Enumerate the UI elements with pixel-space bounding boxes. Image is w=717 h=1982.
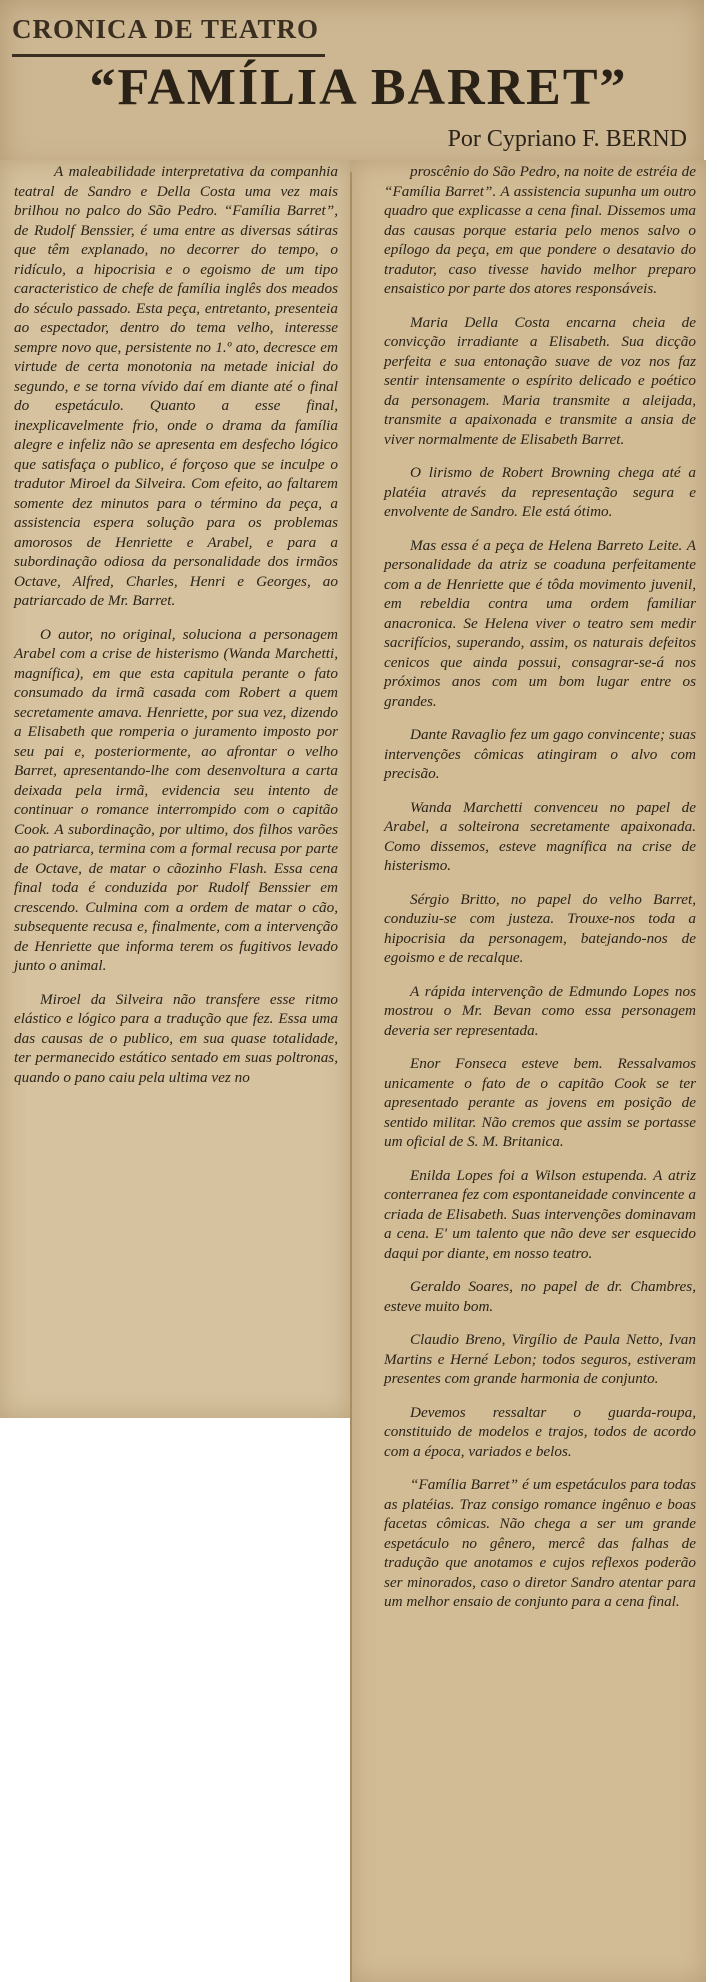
paragraph: A rápida intervenção de Edmundo Lopes nos mostrou o Mr. Bevan como essa personagem deveria ser representada. bbox=[384, 982, 696, 1039]
left-column bbox=[14, 162, 338, 1087]
paragraph: Sérgio Britto, no papel do velho Barret, conduziu-se com justeza. Trouxe-nos toda a hipocrisia da personagem, batejando-nos de egoismo e de recalque. bbox=[384, 890, 696, 966]
paragraph: Geraldo Soares, no papel de dr. Chambres, esteve muito bom. bbox=[384, 1278, 696, 1315]
right-column bbox=[384, 162, 696, 1612]
section-rule bbox=[12, 54, 325, 57]
paragraph: Devemos ressaltar o guarda-roupa, constituido de modelos e trajos, todos de acordo com a época, variados e belos. bbox=[384, 1403, 696, 1460]
paragraph: A maleabilidade interpretativa da companhia teatral de Sandro e Della Costa uma vez mais brilhou no palco do São Pedro. “Família Barret”, de Rudolf Benssier, é uma entre as diversas sátiras que têm explanado, no decorrer do tempo, o ridículo, a hipocrisia e o egoismo de um tipo caracteristico de chefe de família inglês dos meados do século passado. Esta peça, entretanto, presenteia ao espectador, dentro do tema velho, interesse sempre novo que, persistente no 1.º ato, decresce em virtude de certa monotonia na metade inicial do segundo, e se torna vívido daí em diante até o final do espetáculo. Quanto a esse final, inexplicavelmente frio, onde o drama da família alegre e infeliz não se apresenta em desfecho lógico que satisfaça o publico, é forçoso que se inculpe o tradutor Miroel da Silveira. Com efeito, ao faltarem somente dez minutos para o término da peça, a assistencia espera solução para os problemas amorosos de Henriette e Arabel, e para a subordinação odiosa da personalidade dos irmãos Octave, Alfred, Charles, Henri e Georges, ao patriarcado de Mr. Barret. bbox=[14, 163, 338, 609]
paragraph: “Família Barret” é um espetáculos para todas as platéias. Traz consigo romance ingênuo e boas facetas cômicas. Não chega a ser um grande espetáculo no gênero, mercê das falhas de tradução que anotamos e cujos reflexos poderão ser minorados, caso o diretor Sandro atentar para um melhor ensaio de conjunto para a cena final. bbox=[384, 1476, 696, 1610]
paragraph: Enor Fonseca esteve bem. Ressalvamos unicamente o fato de o capitão Cook se ter apresentado perante as jovens em posição de sentido militar. Não cremos que assim se portasse um oficial de S. M. Britanica. bbox=[384, 1055, 696, 1150]
paragraph: Claudio Breno, Virgílio de Paula Netto, Ivan Martins e Herné Lebon; todos seguros, estiveram presentes com grande harmonia de conjunto. bbox=[384, 1331, 696, 1387]
paragraph: Enilda Lopes foi a Wilson estupenda. A atriz conterranea fez com espontaneidade convincente a criada de Elisabeth. Suas intervenções dominavam a cena. E' um talento que não deve ser esquecido daqui por diante, em nosso teatro. bbox=[384, 1166, 696, 1262]
paragraph: Dante Ravaglio fez um gago convincente; suas intervenções cômicas atingiram o alvo com precisão. bbox=[384, 726, 696, 782]
paragraph: O autor, no original, soluciona a personagem Arabel com a crise de histerismo (Wanda Marchetti, magnífica), em que esta capitula perante o fato consumado da irmã casada com Robert a quem secretamente amava. Henriette, por sua vez, dizendo a Elisabeth que romperia o juramento imposto por seu pai e, posteriormente, ao afrontar o velho Barret, apresentando-lhe com desenvoltura a carta deixada pela irmã, evidencia seu intento de continuar o romance interrompido com o capitão Cook. A subordinação, por ultimo, dos filhos varões ao patriarca, termina com a formal recusa por parte de Octave, de matar o cãozinho Flash. Essa cena final toda é conduzida por Rudolf Benssier em crescendo. Culmina com a ordem de matar o cão, subsequente recusa e, finalmente, com a intervenção de Henriette que informa terem os fugitivos levado junto o animal. bbox=[14, 625, 338, 974]
section-label: CRONICA DE TEATRO bbox=[12, 14, 320, 44]
paragraph: Miroel da Silveira não transfere esse ritmo elástico e lógico para a tradução que fez. Essa uma das causas de o publico, em sua quase totalidade, ter permanecido estático sentado em suas poltronas, quando o pano caiu pela ultima vez no bbox=[14, 990, 338, 1086]
paper-cut-edge bbox=[350, 172, 352, 1982]
article-byline: Por Cypriano F. BERND bbox=[447, 126, 687, 152]
paragraph: Maria Della Costa encarna cheia de convicção irradiante a Elisabeth. Sua dicção perfeita e sua entonação suave de voz nos faz sentir intensamente o espírito delicado e poético da personagem. Maria transmite a aleijada, transmite a apaixonada e transmite a ansia de viver normalmente de Elisabeth Barret. bbox=[384, 313, 696, 448]
paragraph: Mas essa é a peça de Helena Barreto Leite. A personalidade da atriz se coaduna perfeitamente com a de Henriette que é tôda movimento juvenil, em rebeldia contra uma ordem familiar anacronica. Se Helena viver o teatro sem medir sacrifícios, superando, assim, os naturais defeitos cenicos que ainda possui, consagrar-se-á nos próximos anos com um bom lugar entre os grandes. bbox=[384, 536, 696, 710]
paragraph: Wanda Marchetti convenceu no papel de Arabel, a solteirona secretamente apaixonada. Como dissemos, esteve magnífica na crise de histerismo. bbox=[384, 798, 696, 874]
paragraph: proscênio do São Pedro, na noite de estréia de “Família Barret”. A assistencia supunha um outro quadro que explicasse a cena final. Dissemos uma das causas porque estaria pelo menos salvo o epílogo da peça, em que pondere o desatavio do tradutor, caso tivesse havido melhor preparo ensaistico por parte dos atores responsáveis. bbox=[384, 163, 696, 297]
paragraph: O lirismo de Robert Browning chega até a platéia através da representação segura e envolvente de Sandro. Ele está ótimo. bbox=[384, 464, 696, 520]
article-headline: “FAMÍLIA BARRET” bbox=[89, 59, 628, 116]
